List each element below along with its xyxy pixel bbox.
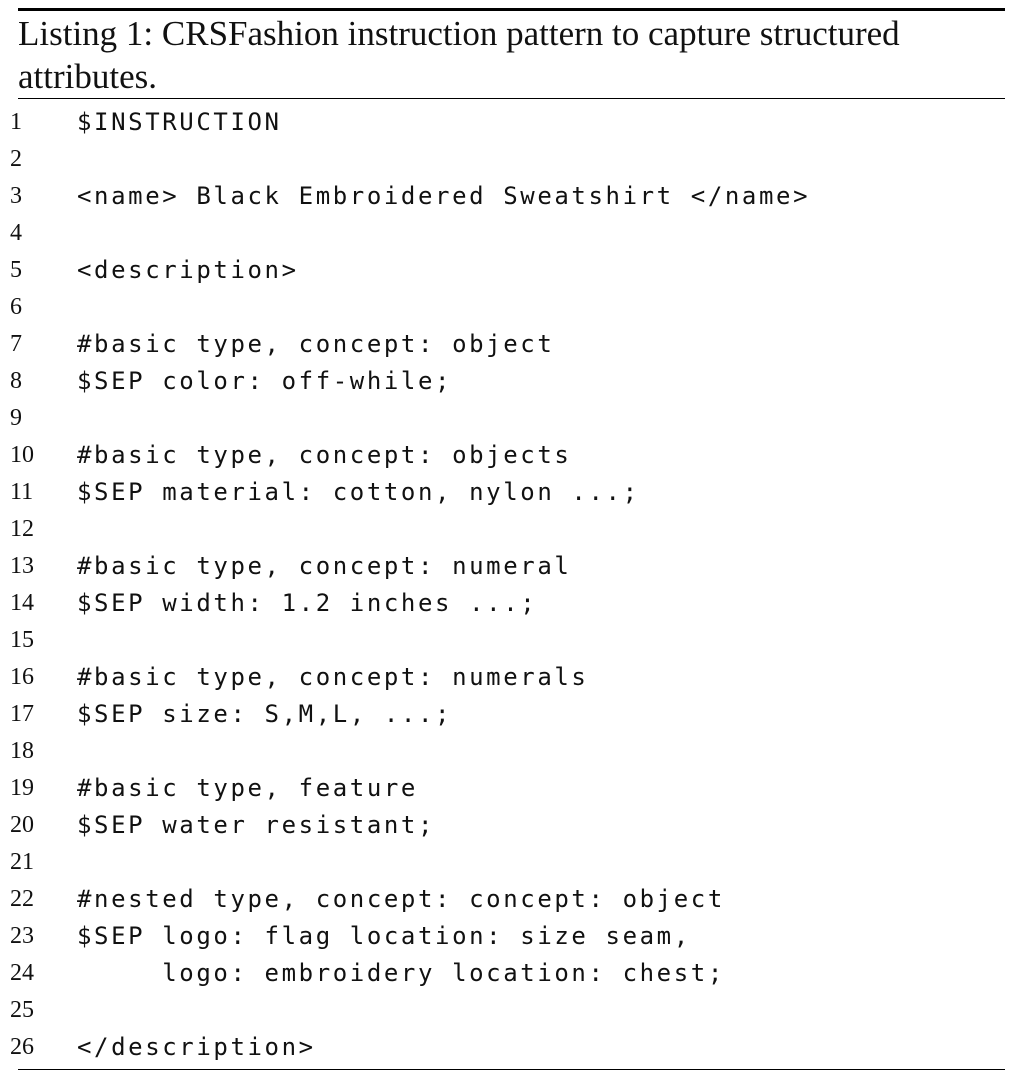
code-line	[0, 141, 1016, 178]
caption-rule	[18, 98, 1005, 99]
code-line	[0, 548, 1016, 585]
line-number: 9	[10, 405, 22, 431]
code-line	[0, 659, 1016, 696]
code-line	[0, 178, 1016, 215]
code-text: logo: embroidery location: chest;	[77, 959, 725, 987]
code-text: $SEP size: S,M,L, ...;	[77, 700, 453, 728]
code-text: #basic type, feature	[77, 774, 418, 802]
code-line	[0, 326, 1016, 363]
code-line	[0, 215, 1016, 252]
line-number: 5	[10, 257, 22, 283]
code-text: $SEP logo: flag location: size seam,	[77, 922, 691, 950]
bottom-rule	[18, 1069, 1005, 1070]
line-number: 21	[10, 849, 34, 875]
code-line	[0, 770, 1016, 807]
line-number: 22	[10, 886, 34, 912]
code-line	[0, 400, 1016, 437]
top-rule	[18, 8, 1005, 11]
code-line	[0, 289, 1016, 326]
line-number: 19	[10, 775, 34, 801]
line-number: 18	[10, 738, 34, 764]
code-line	[0, 881, 1016, 918]
code-line	[0, 1029, 1016, 1066]
code-line	[0, 104, 1016, 141]
code-line	[0, 437, 1016, 474]
line-number: 25	[10, 997, 34, 1023]
listing-caption: Listing 1: CRSFashion instruction pattern to capture structured attributes.	[18, 14, 900, 96]
line-number: 2	[10, 146, 22, 172]
line-number: 8	[10, 368, 22, 394]
code-line	[0, 585, 1016, 622]
line-number: 23	[10, 923, 34, 949]
line-number: 12	[10, 516, 34, 542]
code-line	[0, 511, 1016, 548]
code-line	[0, 955, 1016, 992]
code-text: $SEP material: cotton, nylon ...;	[77, 478, 640, 506]
code-text: $INSTRUCTION	[77, 108, 282, 136]
code-text: </description>	[77, 1033, 316, 1061]
code-text: $SEP water resistant;	[77, 811, 436, 839]
code-text: #basic type, concept: numerals	[77, 663, 589, 691]
code-line	[0, 807, 1016, 844]
line-number: 20	[10, 812, 34, 838]
code-text: <name> Black Embroidered Sweatshirt </name>	[77, 182, 811, 210]
line-number: 14	[10, 590, 34, 616]
line-number: 7	[10, 331, 22, 357]
line-number: 11	[10, 479, 34, 505]
code-text: <description>	[77, 256, 299, 284]
code-line	[0, 844, 1016, 881]
code-line	[0, 622, 1016, 659]
code-line	[0, 252, 1016, 289]
line-number: 15	[10, 627, 34, 653]
code-line	[0, 474, 1016, 511]
line-number: 17	[10, 701, 34, 727]
line-number: 1	[10, 109, 22, 135]
line-number: 13	[10, 553, 34, 579]
code-text: #basic type, concept: object	[77, 330, 555, 358]
code-text: $SEP width: 1.2 inches ...;	[77, 589, 538, 617]
code-line	[0, 918, 1016, 955]
line-number: 3	[10, 183, 22, 209]
code-line	[0, 363, 1016, 400]
line-number: 6	[10, 294, 22, 320]
code-line	[0, 992, 1016, 1029]
line-number: 4	[10, 220, 22, 246]
code-text: #basic type, concept: numeral	[77, 552, 572, 580]
line-number: 10	[10, 442, 34, 468]
line-number: 16	[10, 664, 34, 690]
code-text: $SEP color: off-while;	[77, 367, 453, 395]
line-number: 26	[10, 1034, 34, 1060]
code-line	[0, 733, 1016, 770]
code-text: #basic type, concept: objects	[77, 441, 572, 469]
code-listing	[0, 104, 1016, 1066]
code-text: #nested type, concept: concept: object	[77, 885, 725, 913]
line-number: 24	[10, 960, 34, 986]
code-line	[0, 696, 1016, 733]
